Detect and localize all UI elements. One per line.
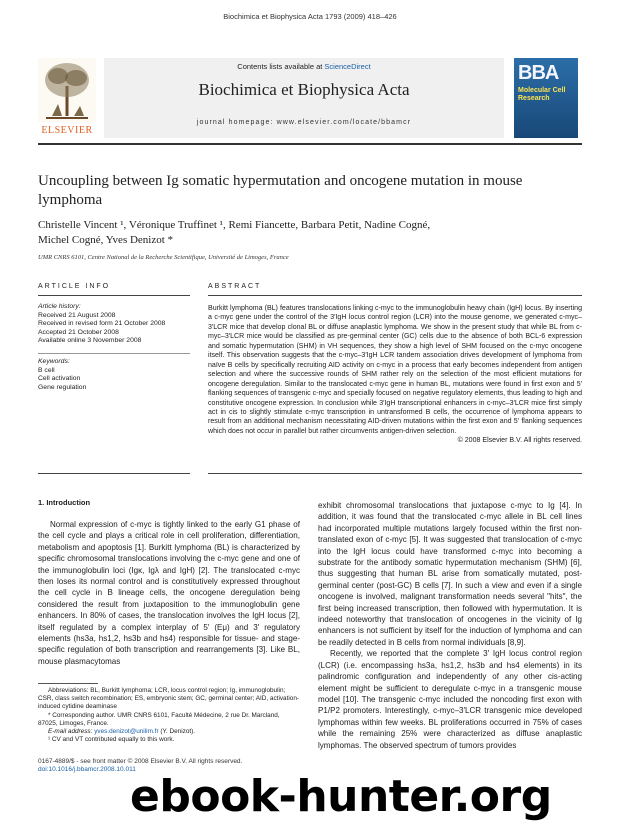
footnote-equal-contribution: ¹ CV and VT contributed equally to this work. [48,736,175,744]
email-label: E-mail address: [48,728,93,736]
journal-homepage[interactable]: journal homepage: www.elsevier.com/locate/bbamcr [196,119,412,126]
authors-line-2: Michel Cogné, Yves Denizot * [38,234,174,246]
doi-link[interactable]: doi:10.1016/j.bbamcr.2008.10.011 [38,766,136,774]
keyword-item: B cell [38,366,55,374]
article-history [38,303,190,346]
journal-reference: Biochimica et Biophysica Acta 1793 (2009) 418–426 [223,12,397,21]
journal-header [104,58,504,138]
header-rule [38,143,582,145]
abstract-text [208,304,582,446]
footnote-corresponding: * Corresponding author. UMR CNRS 6101, Faculté Médecine, 2 rue Dr. Marcland, 87025, Limoges, France. [38,711,280,727]
article-info-heading: ARTICLE INFO [38,283,111,290]
body-column-right [318,500,582,751]
cover-subtitle: Molecular Cell Research [518,87,566,102]
history-item: Received in revised form 21 October 2008 [38,320,166,328]
keyword-item: Cell activation [38,375,81,383]
abstract-heading: ABSTRACT [208,283,262,290]
contents-line [104,62,504,71]
contents-prefix: Contents lists available at [237,62,323,71]
watermark: ebook-hunter.org [130,771,552,822]
body-paragraph: Normal expression of c-myc is tightly linked to the early G1 phase of the cell cycle and plays a critical role in cell proliferation, differentiation, metabolism and apoptosis [1]. Burkitt lymphoma (BL) is characterized by specific chromosomal translocations involving the c-myc gene and one of the immunoglobulin loci (Igκ, Igλ and IgH) [2]. The translocated c-myc then loses its normal control and is constitutively expressed throughout the cell cycle in B lineage cells, the oncogene deregulation being considered the result from juxtaposition to the immunoglobulin gene enhancers. In 80% of cases, the translocation involves the IgH locus [2], itself regulated by a complex interplay of 5′ (Eμ) and 3′ regulatory elements (hs3a, hs1,2, hs3b and hs4) responsible for tissue- and stage-specific regulation of both transcription and rearrangements [3]. Like BL, mouse plasmacytomas [38,520,300,666]
divider [208,295,582,296]
footnotes [38,687,300,744]
body-column-left [38,519,300,667]
journal-title: Biochimica et Biophysica Acta [198,80,410,99]
cover-title: BBA [518,62,559,84]
keywords-caption: Keywords: [38,358,70,365]
keyword-item: Gene regulation [38,383,87,391]
email-owner: (Y. Denizot). [160,728,196,736]
issn-line: 0167-4889/$ - see front matter © 2008 Elsevier B.V. All rights reserved. [38,758,243,765]
divider [38,295,190,296]
journal-cover-image [514,58,578,138]
copyright-notice: © 2008 Elsevier B.V. All rights reserved. [457,437,582,445]
footnote-rule [38,683,98,684]
history-item: Received 21 August 2008 [38,311,116,319]
divider [38,353,190,354]
history-item: Accepted 21 October 2008 [38,328,119,336]
footnote-abbreviations: Abbreviations: BL, Burkitt lymphoma; LCR, locus control region; Ig, immunoglobulin; CSR, class switch recombination; ES, embryonic stem; GC, germinal center; AID, activation-induced cytidine deaminase [38,687,300,711]
elsevier-logo [38,58,96,136]
affiliation: UMR CNRS 6101, Centre National de la Recherche Scientifique, Université de Limoges, France [38,254,289,261]
body-paragraph: Recently, we reported that the complete 3′ IgH locus control region (LCR) (i.e. encompassing hs3a, hs1,2, hs3b and hs4 elements) in its palindromic configuration and independently of any other cis-acting element might be sufficient to deregulate c-myc in a transgenic mouse model [10]. The transgenic c-myc included the noncoding first exon with P1/P2 promoters. Interestingly, c-myc–3′LCR transgenic mice developed lymphomas within few weeks. BL proliferations occurred in 75% of cases while the remaining 25% were characterized as diffuse anaplastic lymphomas. The observed spectrum of tumors provides [318,649,582,750]
publisher-wordmark: ELSEVIER [41,125,93,136]
paper-title: Uncoupling between Ig somatic hypermutation and oncogene mutation in mouse lymphoma [38,173,523,208]
keywords [38,358,190,392]
abstract-paragraph: Burkitt lymphoma (BL) features translocations linking c-myc to the immunoglobulin heavy chain (IgH) locus. By inserting a c-myc gene under the control of the 3′IgH locus control region (LCR) into the mouse genome, we generated c-myc–3′LCR mice that develop clonal BL or diffuse anaplastic lymphoma. We show in the present study that while BL from c-myc–3′LCR mice would be classified as pre-germinal center (GC) cells due to the absence of both BCL-6 expression and somatic hypermutation (SHM) in VH sequences, they show a high level of SHM focused on the c-myc oncogene itself. This observation suggests that the c-myc–3′IgH LCR tandem association drives development of lymphoma from naïve B cells by specifically recruiting AID activity on c-myc in a process that early becomes independent from antigen selection and where the successive rounds of SHM rather rely on the selection of the most efficient mutations for oncogene deregulation. Similar to the translocated c-myc gene in human BL, mutations were found in first exon and 5′ flanking sequences of transgenic c-myc and specially focused on negative regulatory elements, thus leading to high and constitutive oncogene expression. In conclusion while 3′IgH transcriptional enhancers in c-myc–3′LCR mice first simply act in cis to slightly stimulate c-myc transcription in untransformed B cells, the occurrence of lymphoma appears to result from an additional mechanism necessitating AID-driven mutations within the first exon and 5′ flanking sequences which does not occur in parallel but rather circumvents antigen-driven selection. [208,305,582,435]
email-link[interactable]: yves.denizot@unilim.fr [94,728,159,736]
divider [208,473,582,474]
divider [38,473,190,474]
history-caption: Article history: [38,303,81,310]
footnote-email [38,728,300,736]
author-list [38,218,582,248]
sciencedirect-link[interactable]: ScienceDirect [324,62,371,71]
body-paragraph: exhibit chromosomal translocations that juxtapose c-myc to Ig [4]. In addition, it was found that the translocated c-myc allele in BL cell lines had incorporated multiple mutations largely focused within the first non-translated exon of c-myc [5]. It was suggested that translocation of c-myc into the IgH locus could have transformed c-myc into becoming a substrate for the antibody somatic hypermutation mechanism (SHM) [6], thus suggesting that human BL arise from somatically mutated, post-germinal center (post-GC) B cells [7]. In such a view and even if a single oncogene is involved, malignant transformation needs several "hits", the first being increased transcription, then followed with hypermutation. It is indeed noteworthy that translocation of oncogenes in the vicinity of Ig enhancers is not sufficient by itself for the induction of lymphoma and can be readily detected in B cells from normal individuals [8,9]. [318,501,582,647]
section-heading: 1. Introduction [38,498,91,507]
authors-line-1: Christelle Vincent ¹, Véronique Truffinet ¹, Remi Fiancette, Barbara Petit, Nadine Cogné, [38,219,431,231]
history-item: Available online 3 November 2008 [38,337,142,345]
